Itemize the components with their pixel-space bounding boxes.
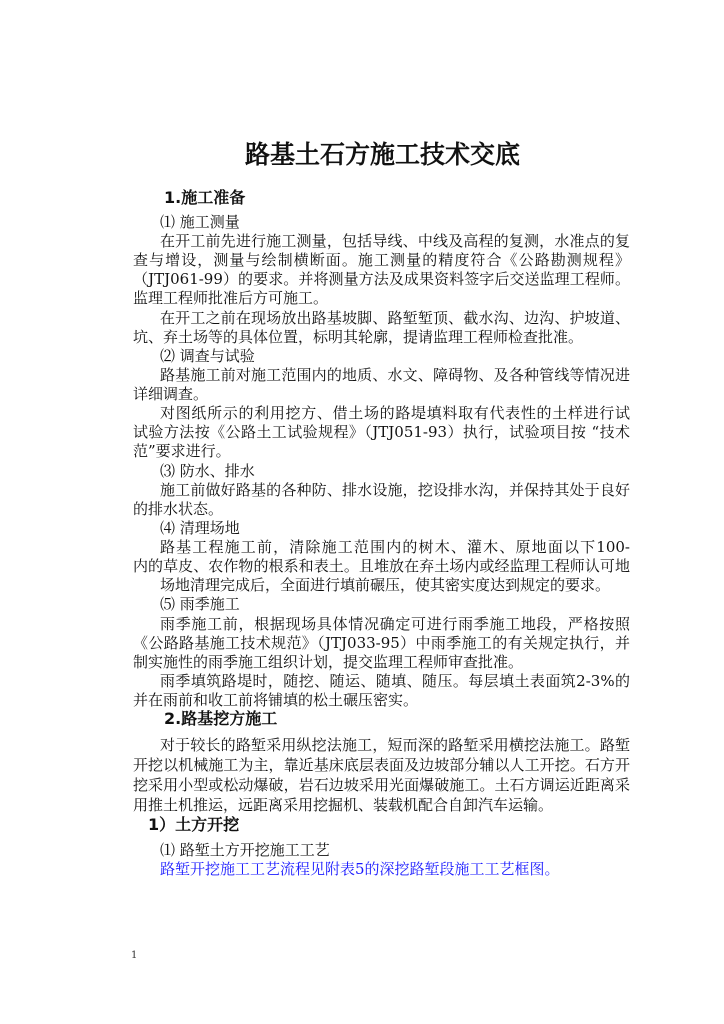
paragraph-line: 查与增设，测量与绘制横断面。施工测量的精度符合《公路勘测规程》 <box>133 251 630 270</box>
paragraph-line: 施工前做好路基的各种防、排水设施，挖设排水沟，并保持其处于良好 <box>160 480 630 499</box>
paragraph-line: 雨季施工前，根据现场具体情况确定可进行雨季施工地段，严格按照 <box>160 614 630 633</box>
subsection-heading: ⑴ 施工测量 <box>160 213 240 231</box>
paragraph-line: 开挖以机械施工为主，靠近基床底层表面及边坡部分辅以人工开挖。石方开 <box>133 756 630 774</box>
paragraph-line: 对图纸所示的利用挖方、借土场的路堤填料取有代表性的土样进行试 <box>160 404 630 423</box>
paragraph-line: （JTJ061-99）的要求。并将测量方法及成果资料签字后交送监理工程师。 <box>133 270 630 289</box>
paragraph-line: 内的草皮、农作物的根系和表土。且堆放在弃土场内或经监理工程师认可地 <box>133 557 630 576</box>
paragraph-line: 对于较长的路堑采用纵挖法施工，短而深的路堑采用横挖法施工。路堑 <box>160 736 630 754</box>
subsection-heading: ⑶ 防水、排水 <box>160 461 255 480</box>
paragraph-line: 制实施性的雨季施工组织计划，提交监理工程师审查批准。 <box>133 652 524 671</box>
paragraph-line: 路基工程施工前，清除施工范围内的树木、灌木、原地面以下100- <box>160 538 630 557</box>
paragraph-line: 雨季填筑路堤时，随挖、随运、随填、随压。每层填土表面筑2-3%的 <box>160 671 630 690</box>
paragraph-line: 在开工之前在现场放出路基坡脚、路堑堑顶、截水沟、边沟、护坡道、 <box>160 308 630 327</box>
paragraph-line: 在开工前先进行施工测量，包括导线、中线及高程的复测，水准点的复 <box>160 232 630 251</box>
paragraph-line: 《公路路基施工技术规范》（JTJ033-95）中雨季施工的有关规定执行，并 <box>133 633 630 652</box>
section-heading: 1.施工准备 <box>164 188 246 207</box>
paragraph-line: 坑、弃土场等的具体位置，标明其轮廓，提请监理工程师检查批准。 <box>133 327 584 346</box>
paragraph-line: 范”要求进行。 <box>133 442 231 461</box>
paragraph-line: 监理工程师批准后方可施工。 <box>133 289 329 308</box>
paragraph-line: 场地清理完成后，全面进行填前碾压，使其密实度达到规定的要求。 <box>160 576 611 595</box>
section-heading: 2.路基挖方施工 <box>164 709 278 728</box>
paragraph-line: 用推土机推运，远距离采用挖掘机、装载机配合自卸汽车运输。 <box>133 796 554 814</box>
paragraph-line: 试验方法按《公路土工试验规程》（JTJ051-93）执行，试验项目按 “技术 <box>133 423 630 442</box>
paragraph-line: 路基施工前对施工范围内的地质、水文、障碍物、及各种管线等情况进 <box>160 365 630 384</box>
paragraph-line: 的排水状态。 <box>133 499 224 518</box>
subsection-heading: ⑷ 清理场地 <box>160 518 240 537</box>
paragraph-line: 挖采用小型或松动爆破，岩石边坡采用光面爆破施工。土石方调运近距离采 <box>133 776 630 794</box>
reference-link-text: 路堑开挖施工工艺流程见附表5的深挖路堑段施工工艺框图。 <box>160 860 560 878</box>
subsection-heading: ⑸ 雨季施工 <box>160 595 240 614</box>
section-heading: 1）土方开挖 <box>148 815 240 834</box>
document-title: 路基土石方施工技术交底 <box>245 140 521 169</box>
subsection-heading: ⑴ 路堑土方开挖施工工艺 <box>160 841 330 859</box>
subsection-heading: ⑵ 调查与试验 <box>160 346 255 365</box>
paragraph-line: 并在雨前和收工前将铺填的松土碾压密实。 <box>133 691 419 709</box>
page-number: 1 <box>131 950 138 961</box>
paragraph-line: 详细调查。 <box>133 385 209 404</box>
